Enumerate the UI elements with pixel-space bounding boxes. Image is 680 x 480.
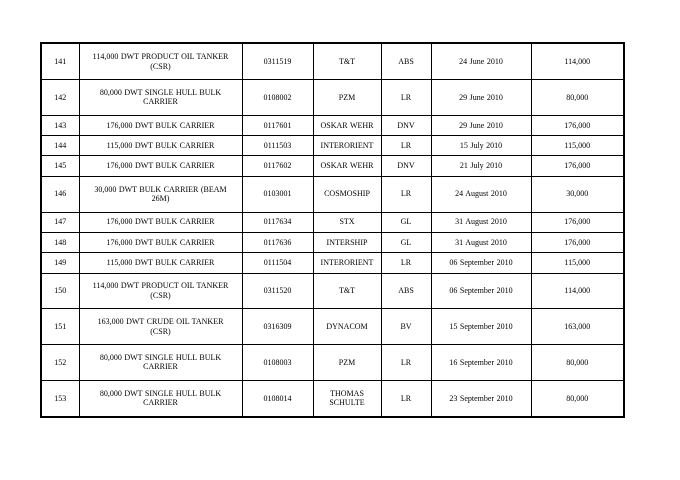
vessel-description-cell [79, 273, 242, 309]
owner-cell [313, 176, 381, 212]
hull-number-cell: 0316309 [242, 309, 313, 345]
table-row [41, 232, 624, 252]
owner-cell [313, 380, 381, 417]
dwt-cell: 114,000 [531, 43, 624, 80]
vessel-description-line: CARRIER [143, 362, 178, 372]
owner-cell [313, 80, 381, 116]
delivery-date-cell: 31 August 2010 [431, 212, 531, 232]
owner-line: OSKAR WEHR [320, 120, 374, 130]
hull-number-cell: 0117636 [242, 232, 313, 252]
class-society-cell: LR [381, 345, 431, 381]
class-society-cell: ABS [381, 43, 431, 80]
class-society-cell: BV [381, 309, 431, 345]
vessel-description-line: 176,000 DWT BULK CARRIER [106, 237, 215, 247]
hull-number-cell: 0103001 [242, 176, 313, 212]
hull-number-cell: 0117634 [242, 212, 313, 232]
vessel-description-line: 115,000 DWT BULK CARRIER [106, 141, 215, 151]
delivery-date-cell: 21 July 2010 [431, 156, 531, 176]
owner-cell [313, 156, 381, 176]
class-society-cell: LR [381, 136, 431, 156]
owner-line: STX [339, 217, 355, 227]
vessel-description-line: CARRIER [143, 97, 178, 107]
dwt-cell: 176,000 [531, 232, 624, 252]
table-row [41, 80, 624, 116]
owner-cell [313, 212, 381, 232]
class-society-cell: LR [381, 380, 431, 417]
row-number-cell: 141 [41, 43, 79, 80]
row-number-cell: 153 [41, 380, 79, 417]
owner-line: PZM [338, 357, 356, 367]
dwt-cell: 80,000 [531, 380, 624, 417]
class-society-cell: LR [381, 253, 431, 273]
delivery-date-cell: 15 July 2010 [431, 136, 531, 156]
vessel-description-line: (CSR) [150, 290, 171, 300]
table-row [41, 309, 624, 345]
class-society-cell: LR [381, 80, 431, 116]
vessel-description-cell [79, 176, 242, 212]
owner-cell [313, 136, 381, 156]
hull-number-cell: 0111504 [242, 253, 313, 273]
owner-cell [313, 43, 381, 80]
row-number-cell: 143 [41, 115, 79, 135]
table-row [41, 253, 624, 273]
table-row [41, 136, 624, 156]
row-number-cell: 147 [41, 212, 79, 232]
vessel-description-line: CARRIER [143, 398, 178, 408]
owner-cell [313, 232, 381, 252]
class-society-cell: DNV [381, 156, 431, 176]
class-society-cell: GL [381, 232, 431, 252]
row-number-cell: 151 [41, 309, 79, 345]
vessel-description-cell [79, 345, 242, 381]
vessel-description-line: 80,000 DWT SINGLE HULL BULK [99, 87, 222, 97]
table-row [41, 212, 624, 232]
vessel-description-line: 114,000 DWT PRODUCT OIL TANKER [92, 281, 229, 291]
row-number-cell: 149 [41, 253, 79, 273]
owner-line: SCHULTE [329, 398, 365, 408]
vessel-description-line: 114,000 DWT PRODUCT OIL TANKER [92, 51, 229, 61]
owner-cell [313, 273, 381, 309]
owner-line: T&T [339, 286, 355, 296]
vessel-description-cell [79, 309, 242, 345]
vessel-description-cell [79, 43, 242, 80]
vessel-description-cell [79, 253, 242, 273]
table-row [41, 156, 624, 176]
row-number-cell: 142 [41, 80, 79, 116]
vessel-description-cell [79, 136, 242, 156]
table-row [41, 345, 624, 381]
dwt-cell: 176,000 [531, 115, 624, 135]
vessel-description-line: 26M) [151, 194, 170, 204]
vessel-description-line: 163,000 DWT CRUDE OIL TANKER [97, 317, 224, 327]
table-row [41, 115, 624, 135]
row-number-cell: 152 [41, 345, 79, 381]
delivery-date-cell: 06 September 2010 [431, 253, 531, 273]
vessel-description-cell [79, 80, 242, 116]
dwt-cell: 115,000 [531, 136, 624, 156]
class-society-cell: DNV [381, 115, 431, 135]
dwt-cell: 163,000 [531, 309, 624, 345]
owner-cell [313, 345, 381, 381]
delivery-date-cell: 31 August 2010 [431, 232, 531, 252]
dwt-cell: 176,000 [531, 212, 624, 232]
vessel-description-cell [79, 232, 242, 252]
table-row [41, 380, 624, 417]
hull-number-cell: 0311519 [242, 43, 313, 80]
owner-line: COSMOSHIP [324, 189, 370, 199]
owner-line: T&T [339, 56, 355, 66]
vessel-description-line: 176,000 DWT BULK CARRIER [106, 217, 215, 227]
delivery-date-cell: 06 September 2010 [431, 273, 531, 309]
vessel-description-cell [79, 212, 242, 232]
delivery-date-cell: 16 September 2010 [431, 345, 531, 381]
owner-line: OSKAR WEHR [320, 161, 374, 171]
vessel-description-line: (CSR) [150, 61, 171, 71]
row-number-cell: 148 [41, 232, 79, 252]
delivery-date-cell: 29 June 2010 [431, 115, 531, 135]
row-number-cell: 144 [41, 136, 79, 156]
owner-cell [313, 115, 381, 135]
owner-line: INTERORIENT [320, 141, 374, 151]
dwt-cell: 30,000 [531, 176, 624, 212]
vessel-description-cell [79, 156, 242, 176]
delivery-date-cell: 15 September 2010 [431, 309, 531, 345]
class-society-cell: LR [381, 176, 431, 212]
vessel-description-line: 115,000 DWT BULK CARRIER [106, 258, 215, 268]
class-society-cell: GL [381, 212, 431, 232]
delivery-date-cell: 23 September 2010 [431, 380, 531, 417]
hull-number-cell: 0108014 [242, 380, 313, 417]
vessel-description-line: 80,000 DWT SINGLE HULL BULK [99, 388, 222, 398]
dwt-cell: 115,000 [531, 253, 624, 273]
dwt-cell: 80,000 [531, 345, 624, 381]
vessel-description-line: 80,000 DWT SINGLE HULL BULK [99, 352, 222, 362]
owner-cell [313, 309, 381, 345]
hull-number-cell: 0117601 [242, 115, 313, 135]
hull-number-cell: 0108002 [242, 80, 313, 116]
row-number-cell: 150 [41, 273, 79, 309]
owner-line: INTERSHIP [326, 237, 368, 247]
table-row [41, 43, 624, 80]
owner-line: THOMAS [330, 388, 364, 398]
hull-number-cell: 0111503 [242, 136, 313, 156]
hull-number-cell: 0117602 [242, 156, 313, 176]
vessel-table-body [41, 43, 624, 417]
table-row [41, 176, 624, 212]
dwt-cell: 176,000 [531, 156, 624, 176]
row-number-cell: 146 [41, 176, 79, 212]
dwt-cell: 114,000 [531, 273, 624, 309]
delivery-date-cell: 24 August 2010 [431, 176, 531, 212]
vessel-description-line: 176,000 DWT BULK CARRIER [106, 120, 215, 130]
owner-line: DYNACOM [326, 321, 368, 331]
class-society-cell: ABS [381, 273, 431, 309]
hull-number-cell: 0108003 [242, 345, 313, 381]
vessel-description-line: 30,000 DWT BULK CARRIER (BEAM [94, 184, 227, 194]
hull-number-cell: 0311520 [242, 273, 313, 309]
delivery-date-cell: 24 June 2010 [431, 43, 531, 80]
table-row [41, 273, 624, 309]
vessel-description-line: 176,000 DWT BULK CARRIER [106, 161, 215, 171]
vessel-description-cell [79, 380, 242, 417]
vessel-description-line: (CSR) [150, 326, 171, 336]
owner-line: INTERORIENT [320, 258, 374, 268]
dwt-cell: 80,000 [531, 80, 624, 116]
delivery-date-cell: 29 June 2010 [431, 80, 531, 116]
owner-cell [313, 253, 381, 273]
owner-line: PZM [338, 92, 356, 102]
vessel-delivery-table [40, 42, 625, 418]
row-number-cell: 145 [41, 156, 79, 176]
vessel-description-cell [79, 115, 242, 135]
